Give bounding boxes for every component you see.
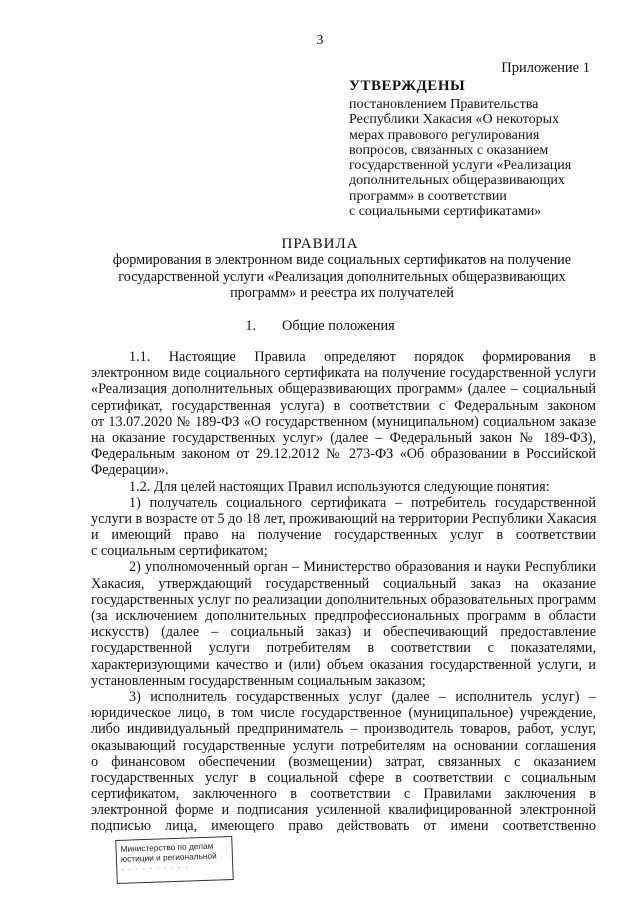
body-line: характеризующими качество и (или) объем оказания государственной услуги, и	[91, 656, 596, 673]
rules-subtitle	[96, 252, 588, 302]
body-line: 2) уполномоченный орган – Министерство образования и науки Республики	[129, 559, 596, 576]
approval-line: государственной услуги «Реализация	[349, 158, 572, 174]
body-line: (за исключением дополнительных предпрофессиональных программ в области	[91, 608, 596, 624]
approval-line: постановлением Правительства	[349, 97, 539, 112]
body-line: электронном виде социального сертификата на получение государственной услуги	[91, 365, 596, 382]
body-line: либо индивидуальный предприниматель – производитель товаров, работ, услуг,	[91, 721, 596, 738]
rules-subtitle-line: формирования в электронном виде социальных сертификатов на получение	[112, 252, 572, 268]
rules-subtitle-line: государственной услуги «Реализация дополнительных общеразвивающих	[118, 268, 566, 285]
body-text	[91, 349, 596, 835]
body-line: юридическое лицо, в том числе государственное (муниципальное) учреждение,	[91, 705, 596, 722]
body-line: Хакасия, утверждающий государственный социальный заказ на оказание	[91, 575, 596, 592]
body-line: сертификат, государственная услуга) в соответствии с Федеральным законом	[91, 397, 596, 414]
approval-line: дополнительных общеразвивающих	[349, 173, 565, 189]
section-title: Общие положения	[282, 318, 395, 334]
body-line: оказывающий государственные услуги потребителям на основании соглашения	[91, 737, 596, 754]
body-line: 1.1. Настоящие Правила определяют порядок формирования в	[129, 349, 596, 365]
approval-line: с социальными сертификатами»	[349, 204, 542, 220]
body-line: услуги в возрасте от 5 до 18 лет, проживающий на территории Республики Хакасия	[91, 510, 597, 527]
body-line: Федерации».	[91, 462, 169, 479]
body-line: подписью лица, имеющего право действовать от имени соответственно	[91, 818, 596, 835]
section-heading	[0, 318, 640, 335]
body-line: 1.2. Для целей настоящих Правил используются следующие понятия:	[129, 478, 550, 495]
rules-title: ПРАВИЛА	[281, 236, 359, 252]
body-line: государственных услуг в социальной сфере в соответствии с социальным	[91, 769, 596, 786]
body-line: государственных услуг по реализации дополнительных образовательных программ	[91, 591, 597, 608]
approval-line: мерах правового регулирования	[349, 127, 540, 143]
body-line: государственной услуги потребителям в соответствии с показателями,	[91, 640, 596, 657]
stamp-line: · · · · · · · · · ·	[121, 861, 189, 874]
page-number: 3	[316, 33, 324, 48]
body-line: электронной форме и подписания усиленной квалифицированной электронной	[91, 802, 596, 819]
body-line: «Реализация дополнительных общеразвивающих программ» (далее – социальный	[91, 381, 596, 398]
body-line: Федеральным законом от 29.12.2012 № 273-ФЗ «Об образовании в Российской	[91, 446, 596, 463]
section-number: 1.	[245, 318, 257, 334]
approval-line: программ» в соответствии	[349, 188, 507, 204]
stamp-line: Министерство по делам	[120, 840, 214, 854]
approval-block	[349, 78, 609, 219]
appendix-label: Приложение 1	[501, 60, 590, 76]
approval-line: Республики Хакасия «О некоторых	[349, 112, 560, 128]
registration-stamp	[115, 836, 233, 884]
body-line: установленным государственным социальным заказом;	[91, 672, 426, 689]
body-line: 3) исполнитель государственных услуг (далее – исполнитель услуг) –	[129, 688, 596, 705]
body-line: о финансовом обеспечении (возмещении) затрат, связанных с оказанием	[91, 753, 596, 770]
stamp-line: юстиции и региональной	[120, 850, 217, 864]
body-line: искусств) (далее – социальный заказ) и обеспечивающий предоставление	[91, 624, 596, 641]
rules-subtitle-line: программ» и реестра их получателей	[230, 285, 454, 301]
body-line: сертификатом, заключенного в соответствии с Правилами заключения в	[91, 786, 596, 803]
body-line: и имеющий право на получение государственных услуг в соответствии	[91, 527, 596, 544]
approval-line: вопросов, связанных с оказанием	[349, 142, 549, 158]
body-line: на оказание государственных услуг» (далее – Федеральный закон № 189-ФЗ),	[91, 429, 596, 446]
body-line: с социальным сертификатом;	[91, 543, 268, 560]
body-line: 1) получатель социального сертификата – потребитель государственной	[129, 494, 596, 511]
approval-heading: УТВЕРЖДЕНЫ	[349, 78, 466, 94]
body-line: от 13.07.2020 № 189-ФЗ «О государственном (муниципальном) социальном заказе	[91, 413, 596, 430]
